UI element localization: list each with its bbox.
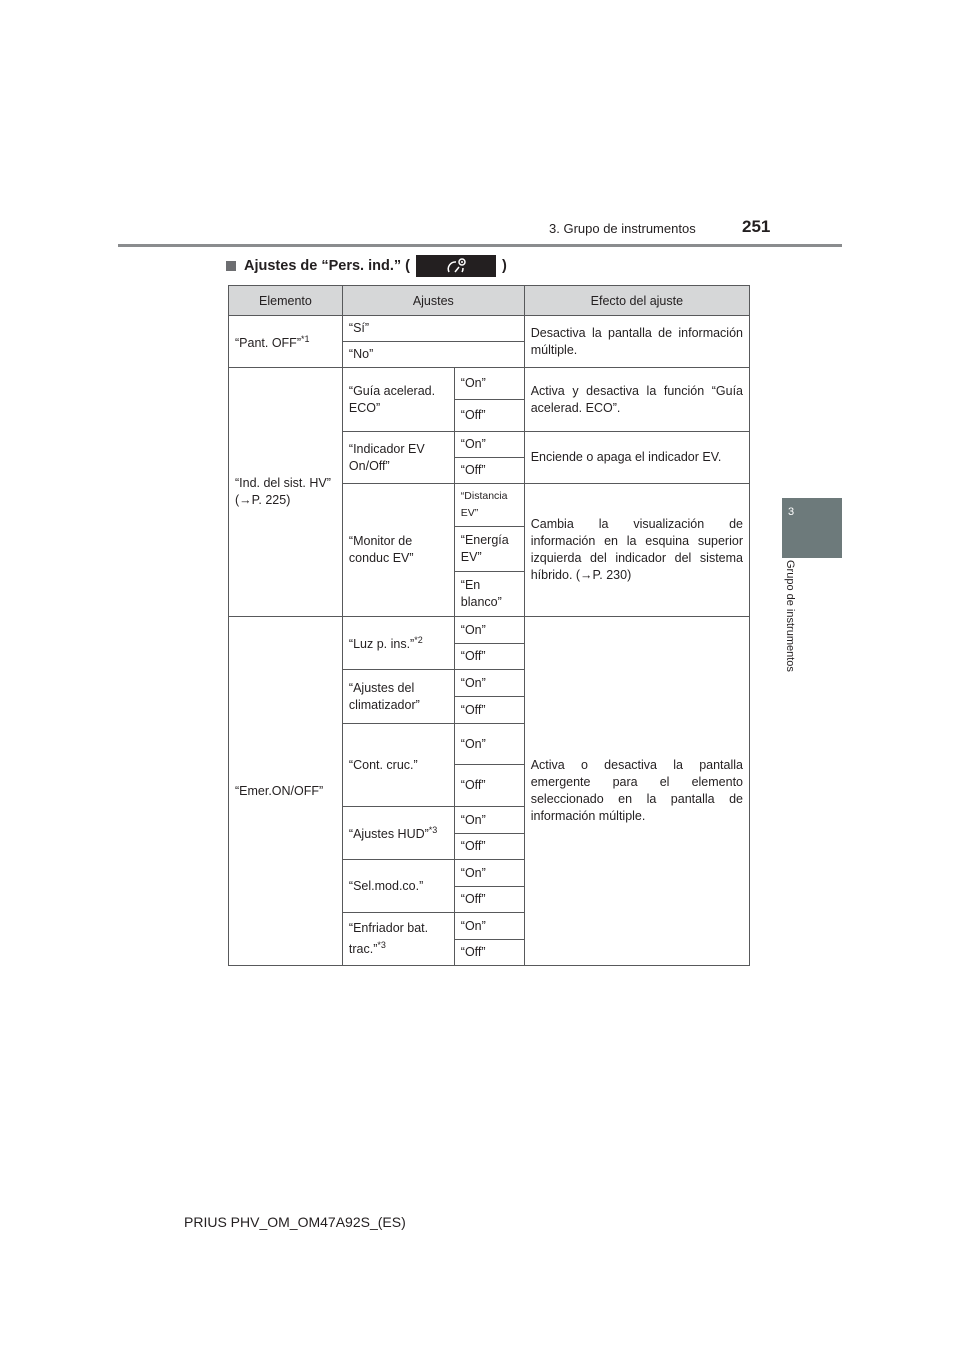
setting-value: “Off” — [454, 458, 524, 484]
setting-value: “No” — [342, 342, 524, 368]
setting-value: “On” — [454, 724, 524, 765]
setting-value: “Off” — [454, 400, 524, 432]
setting-value: “Off” — [454, 940, 524, 966]
col-header-elemento: Elemento — [229, 286, 343, 316]
chapter-number: 3 — [788, 506, 795, 518]
setting-name: “Luz p. ins.”$^{*2}$ — [342, 617, 454, 670]
effect-cell: Cambia la visualización de información en la esquina superior izquierda del indicador del sistema híbrido. (→P. 230) — [524, 484, 749, 617]
table-row — [229, 368, 750, 400]
chapter-tab — [782, 498, 842, 558]
setting-value: “En blanco” — [454, 572, 524, 617]
setting-value: “Off” — [454, 644, 524, 670]
setting-value: “Distancia EV” — [454, 484, 524, 527]
effect-cell: Activa y desactiva la función “Guía acelerad. ECO”. — [524, 368, 749, 432]
effect-cell: Enciende o apaga el indicador EV. — [524, 432, 749, 484]
setting-value: “On” — [454, 807, 524, 834]
header-section-title: 3. Grupo de instrumentos — [549, 221, 696, 236]
setting-name: “Ajustes del climatizador” — [342, 670, 454, 724]
gauge-settings-icon — [416, 255, 496, 277]
table-header-row — [229, 286, 750, 316]
setting-value: “On” — [454, 913, 524, 940]
section-heading — [226, 255, 507, 277]
heading-close: ) — [502, 258, 507, 274]
setting-name: “Cont. cruc.” — [342, 724, 454, 807]
setting-value: “On” — [454, 368, 524, 400]
table-row — [229, 617, 750, 644]
settings-table — [228, 285, 750, 966]
effect-cell: Activa o desactiva la pantalla emergente para el elemento seleccionado en la pantalla de información múltiple. — [524, 617, 749, 966]
setting-value: “Off” — [454, 697, 524, 724]
chapter-side-label-text: Grupo de instrumentos — [784, 560, 796, 672]
element-cell: “Pant. OFF”$^{*1}$ — [229, 316, 343, 368]
setting-value: “On” — [454, 670, 524, 697]
square-bullet-icon — [226, 261, 236, 271]
setting-value: “Off” — [454, 765, 524, 807]
setting-name: “Enfriador bat. trac.”$^{*3}$ — [342, 913, 454, 966]
setting-value: “Sí” — [342, 316, 524, 342]
setting-value: “On” — [454, 432, 524, 458]
header-divider — [118, 244, 842, 247]
element-cell: “Ind. del sist. HV” (→P. 225) — [229, 368, 343, 617]
setting-value: “Off” — [454, 834, 524, 860]
setting-name: “Ajustes HUD”$^{*3}$ — [342, 807, 454, 860]
col-header-ajustes: Ajustes — [342, 286, 524, 316]
col-header-efecto: Efecto del ajuste — [524, 286, 749, 316]
page-number: 251 — [742, 217, 771, 236]
setting-name: “Sel.mod.co.” — [342, 860, 454, 913]
setting-value: “On” — [454, 860, 524, 887]
setting-value: “On” — [454, 617, 524, 644]
setting-value: “Energía EV” — [454, 527, 524, 572]
setting-value: “Off” — [454, 887, 524, 913]
element-cell: “Emer.ON/OFF” — [229, 617, 343, 966]
table-row — [229, 316, 750, 342]
footer-doc-id: PRIUS PHV_OM_OM47A92S_(ES) — [184, 1214, 406, 1230]
setting-name: “Indicador EV On/Off” — [342, 432, 454, 484]
heading-text: Ajustes de “Pers. ind.” ( — [244, 258, 410, 274]
setting-name: “Monitor de conduc EV” — [342, 484, 454, 617]
effect-cell: Desactiva la pantalla de información múltiple. — [524, 316, 749, 368]
setting-name: “Guía acelerad. ECO” — [342, 368, 454, 432]
chapter-side-label — [782, 560, 808, 700]
